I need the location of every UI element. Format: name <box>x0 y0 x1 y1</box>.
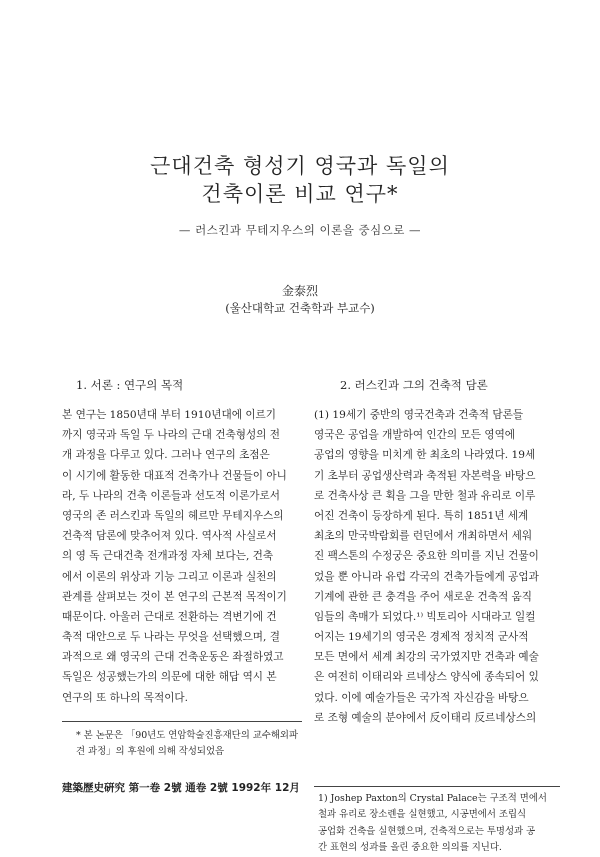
body-line: 진 팩스톤의 수정궁은 중요한 의미를 지닌 건물이 <box>314 550 539 563</box>
left-column-body <box>62 405 302 708</box>
author-affiliation: (울산대학교 건축학과 부교수) <box>225 301 375 315</box>
section-heading-ruskin: 2. 러스킨과 그의 건축적 담론 <box>340 378 488 392</box>
body-line: 개 과정을 다루고 있다. 그러나 연구의 초점은 <box>62 449 270 462</box>
body-line: 이 시기에 활동한 대표적 건축가나 건물들이 아니 <box>62 469 287 482</box>
body-line: 었다. 이에 예술가들은 국가적 자신감을 바탕으 <box>314 691 529 704</box>
body-line: 의 영 독 근대건축 전개과정 자체 보다는, 건축 <box>62 550 274 563</box>
title-line-1: 근대건축 형성기 영국과 독일의 <box>150 154 450 178</box>
body-line: 때문이다. 아울러 근대로 전환하는 격변기에 건 <box>62 610 277 623</box>
body-line: (1) 19세기 중반의 영국건축과 건축적 담론들 <box>314 409 524 421</box>
body-line: 로 건축사상 큰 획을 그을 만한 철과 유리로 이루 <box>314 489 536 502</box>
body-line: 건축적 담론에 맞추어져 있다. 역사적 사실로서 <box>62 530 277 543</box>
body-line: 독일은 성공했는가의 의문에 대한 해답 역시 본 <box>62 671 277 684</box>
footnote-divider-right <box>314 786 560 787</box>
footnote-line: 견 과정」의 후원에 의해 작성되었음 <box>76 746 225 758</box>
footnote-paxton <box>318 791 547 857</box>
section-heading-intro: 1. 서론 : 연구의 목적 <box>76 378 184 392</box>
footnote-line: 철과 유리로 장소렌을 실현했고, 시공면에서 조립식 <box>318 809 527 821</box>
footnote-line: 1) Joshep Paxton의 Crystal Palace는 구조적 면에서 <box>318 793 547 804</box>
footnote-line: 간 표현의 성과를 올린 중요한 의의를 지닌다. <box>318 842 502 854</box>
journal-citation: 建築歷史硏究 第一卷 2號 通卷 2號 1992年 12月 <box>62 782 300 794</box>
body-line: 어진 건축이 등장하게 된다. 특히 1851년 세계 <box>314 509 529 522</box>
body-line: 영국은 공업을 개발하여 인간의 모든 영역에 <box>314 429 516 442</box>
footnote-line: * 본 논문은 「90년도 연암학술진흥재단의 교수해외파 <box>76 730 299 741</box>
body-line: 모든 면에서 세계 최강의 국가였지만 건축과 예술 <box>314 651 539 664</box>
subtitle: — 러스킨과 무테지우스의 이론을 중심으로 — <box>178 223 422 237</box>
footnote-divider-left <box>62 721 302 722</box>
author-name: 金泰烈 <box>281 284 318 298</box>
body-line: 공업의 영향을 미치게 한 최초의 나라였다. 19세 <box>314 449 536 462</box>
body-line: 까지 영국과 독일 두 나라의 근대 건축형성의 전 <box>62 429 281 442</box>
body-line: 기 초부터 공업생산력과 축적된 자본력을 바탕으 <box>314 469 536 482</box>
body-line: 에서 이론의 위상과 기능 그리고 이론과 실천의 <box>62 570 277 583</box>
body-line: 기계에 관한 큰 충격을 주어 새로운 건축적 움직 <box>314 590 533 603</box>
body-line: 임들의 촉매가 되었다.¹⁾ 빅토리아 시대라고 일컬 <box>314 610 536 623</box>
body-line: 어지는 19세기의 영국은 경제적 정치적 군사적 <box>314 631 529 644</box>
footnote-line: 공업화 건축을 실현했으며, 건축적으로는 투명성과 공 <box>318 825 536 837</box>
body-line: 영국의 존 러스킨과 독일의 헤르만 무테지우스의 <box>62 509 284 522</box>
body-line: 과적으로 왜 영국의 근대 건축운동은 좌절하였고 <box>62 651 284 664</box>
footnote-funding <box>76 728 298 761</box>
body-line: 본 연구는 1850년대 부터 1910년대에 이르기 <box>62 409 277 421</box>
body-line: 은 여전히 이태리와 르네상스 양식에 종속되어 있 <box>314 671 539 684</box>
body-line: 연구의 또 하나의 목적이다. <box>62 691 189 704</box>
body-line: 관계를 살펴보는 것이 본 연구의 근본적 목적이기 <box>62 590 287 603</box>
body-line: 라, 두 나라의 건축 이론들과 선도적 이론가로서 <box>62 489 281 502</box>
right-column-body <box>314 405 560 728</box>
body-line: 최초의 만국박람회를 런던에서 개최하면서 세워 <box>314 530 533 543</box>
body-line: 었을 뿐 아니라 유럽 각국의 건축가들에게 공업과 <box>314 570 539 583</box>
title-line-2: 건축이론 비교 연구* <box>201 182 399 206</box>
body-line: 축적 대안으로 두 나라는 무엇을 선택했으며, 결 <box>62 631 281 644</box>
body-line: 로 조형 예술의 분야에서 反이태리 反르네상스의 <box>314 711 537 724</box>
